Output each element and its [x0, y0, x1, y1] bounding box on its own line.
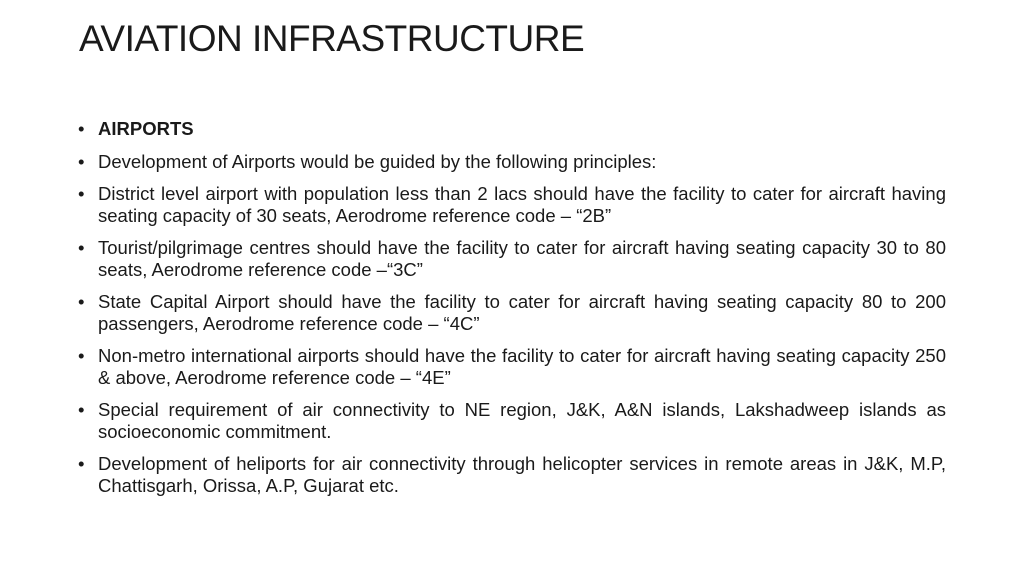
- bullet-text: Tourist/pilgrimage centres should have the facility to cater for aircraft having seating capacity 30 to 80 seats, Aerodrome reference code –“3C”: [98, 237, 946, 280]
- bullet-item-non-metro: [78, 345, 946, 388]
- bullet-text: Non-metro international airports should have the facility to cater for aircraft having seating capacity 250 & above, Aerodrome reference code – “4E”: [98, 345, 946, 388]
- bullet-text: District level airport with population less than 2 lacs should have the facility to cater for aircraft having seating capacity of 30 seats, Aerodrome reference code – “2B”: [98, 183, 946, 226]
- bullet-text: Development of Airports would be guided by the following principles:: [98, 150, 657, 172]
- bullet-item-tourist-centres: [78, 237, 946, 280]
- bullet-item-state-capital: [78, 291, 946, 334]
- bullet-item-district-airport: [78, 183, 946, 226]
- bullet-item-heliports: [78, 453, 946, 496]
- bullet-dot-icon: •: [78, 237, 85, 258]
- bullet-dot-icon: •: [78, 118, 85, 139]
- bullet-dot-icon: •: [78, 345, 85, 366]
- bullet-dot-icon: •: [78, 183, 85, 204]
- bullet-text: State Capital Airport should have the facility to cater for aircraft having seating capacity 80 to 200 passengers, Aerodrome reference code – “4C”: [98, 291, 946, 334]
- bullet-dot-icon: •: [78, 399, 85, 420]
- bullet-text: Development of heliports for air connectivity through helicopter services in remote areas in J&K, M.P, Chattisgarh, Orissa, A.P, Gujarat etc.: [98, 453, 946, 496]
- bullet-dot-icon: •: [78, 150, 85, 172]
- bullet-item-ne-region: [78, 399, 946, 442]
- bullet-dot-icon: •: [78, 453, 85, 474]
- bullet-text: AIRPORTS: [98, 118, 194, 139]
- bullet-list: [78, 118, 946, 507]
- bullet-item-principles: [78, 151, 946, 173]
- bullet-item-airports: [78, 118, 946, 140]
- slide-title: AVIATION INFRASTRUCTURE: [79, 18, 585, 59]
- bullet-dot-icon: •: [78, 291, 85, 312]
- bullet-text: Special requirement of air connectivity to NE region, J&K, A&N islands, Lakshadweep islands as socioeconomic commitment.: [98, 399, 946, 442]
